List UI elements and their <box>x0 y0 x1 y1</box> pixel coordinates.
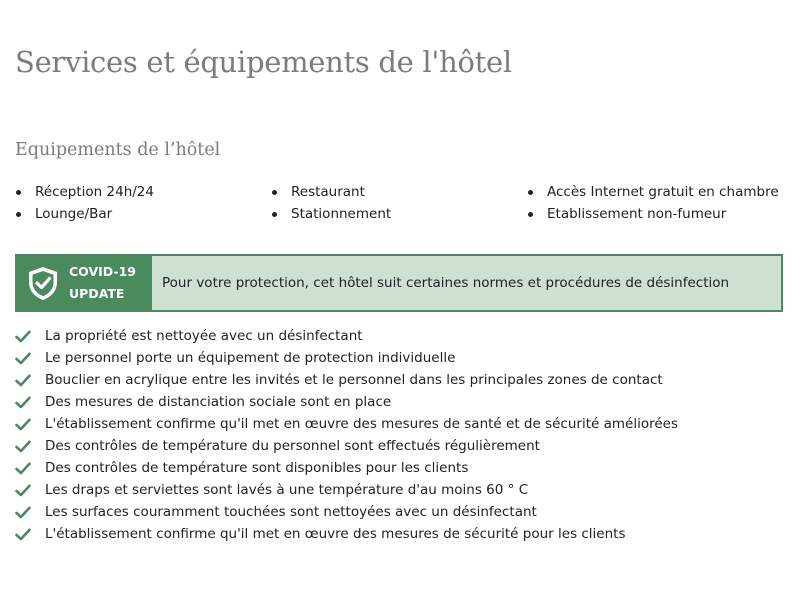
amenity-label: Réception 24h/24 <box>35 184 154 200</box>
covid-badge-label <box>69 261 136 305</box>
amenity-item <box>527 203 790 225</box>
measure-item <box>15 369 678 391</box>
measure-label: La propriété est nettoyée avec un désinfectant <box>45 328 363 344</box>
check-icon <box>15 506 31 519</box>
amenity-label: Restaurant <box>291 184 365 200</box>
measure-label: Des contrôles de température sont disponibles pour les clients <box>45 460 469 476</box>
amenity-item <box>527 181 790 203</box>
measure-item <box>15 391 678 413</box>
check-icon <box>15 418 31 431</box>
check-icon <box>15 484 31 497</box>
amenity-label: Etablissement non-fumeur <box>547 206 727 222</box>
covid-badge-line2: UPDATE <box>69 286 125 301</box>
shield-check-icon <box>27 266 59 301</box>
amenity-label: Lounge/Bar <box>35 206 113 222</box>
page-title: Services et équipements de l'hôtel <box>15 45 512 79</box>
measure-item <box>15 523 678 545</box>
bullet-icon <box>16 212 21 217</box>
covid-banner <box>15 254 783 312</box>
measure-item <box>15 413 678 435</box>
bullet-icon <box>528 212 533 217</box>
check-icon <box>15 396 31 409</box>
measure-label: L'établissement confirme qu'il met en œuvre des mesures de sécurité pour les clients <box>45 526 626 542</box>
check-icon <box>15 330 31 343</box>
check-icon <box>15 440 31 453</box>
amenity-label: Accès Internet gratuit en chambre <box>547 184 779 200</box>
measure-label: Des mesures de distanciation sociale sont en place <box>45 394 392 410</box>
measure-label: Les surfaces couramment touchées sont nettoyées avec un désinfectant <box>45 504 537 520</box>
amenity-item <box>15 181 271 203</box>
amenity-item <box>271 203 527 225</box>
measure-label: Des contrôles de température du personnel sont effectués régulièrement <box>45 438 540 454</box>
measure-item <box>15 457 678 479</box>
measure-item <box>15 347 678 369</box>
bullet-icon <box>16 190 21 195</box>
amenity-label: Stationnement <box>291 206 392 222</box>
amenities-heading: Equipements de l’hôtel <box>15 140 221 160</box>
check-icon <box>15 352 31 365</box>
covid-message: Pour votre protection, cet hôtel suit certaines normes et procédures de désinfection <box>162 275 730 291</box>
bullet-icon <box>528 190 533 195</box>
measure-label: Les draps et serviettes sont lavés à une température d'au moins 60 ° C <box>45 482 529 498</box>
measure-label: Le personnel porte un équipement de protection individuelle <box>45 350 456 366</box>
measure-item <box>15 435 678 457</box>
bullet-icon <box>272 212 277 217</box>
measure-item <box>15 501 678 523</box>
covid-badge-line1: COVID-19 <box>69 264 136 279</box>
check-icon <box>15 374 31 387</box>
covid-badge <box>17 256 152 310</box>
amenity-item <box>271 181 527 203</box>
measure-label: Bouclier en acrylique entre les invités et le personnel dans les principales zones de contact <box>45 372 663 388</box>
measure-label: L'établissement confirme qu'il met en œuvre des mesures de santé et de sécurité améliorées <box>45 416 678 432</box>
amenities-list <box>15 181 790 225</box>
measure-item <box>15 325 678 347</box>
amenity-item <box>15 203 271 225</box>
measure-item <box>15 479 678 501</box>
bullet-icon <box>272 190 277 195</box>
check-icon <box>15 462 31 475</box>
check-icon <box>15 528 31 541</box>
measures-list <box>15 325 678 545</box>
